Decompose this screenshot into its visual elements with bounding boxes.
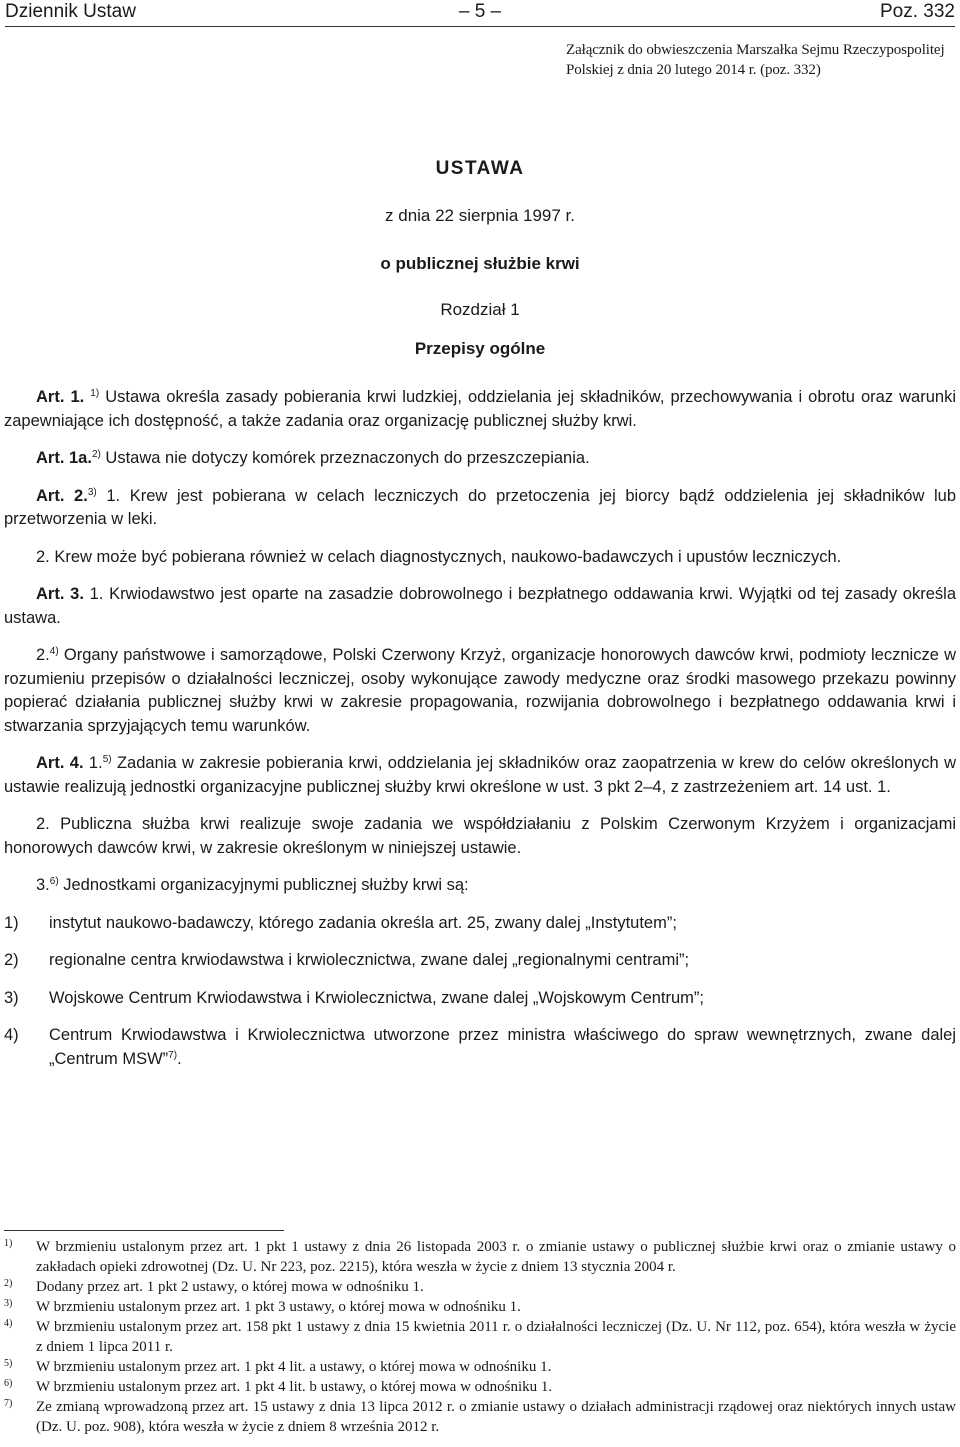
chapter-number: Rozdział 1 [440, 300, 520, 319]
list-item: 2) regionalne centra krwiodawstwa i krwiolecznictwa, zwane dalej „regionalnymi centrami”; [4, 951, 690, 969]
act-date: z dnia 22 sierpnia 1997 r. [385, 206, 575, 225]
journal-name: Dziennik Ustaw [5, 1, 136, 22]
act-body [4, 386, 956, 1085]
chapter-title: Przepisy ogólne [414, 339, 546, 358]
footnote-ref: 7) [168, 1049, 178, 1061]
footnote-ref: 3) [87, 486, 97, 498]
header-rule [5, 26, 955, 27]
annex-note: Załącznik do obwieszczenia Marszałka Sejmu Rzeczypospolitej Polskiej z dnia 20 lutego 2014 r. (poz. 332) [566, 42, 945, 78]
position-number: Poz. 332 [880, 1, 955, 22]
footnote: 3) W brzmieniu ustalonym przez art. 1 pkt 3 ustawy, o której mowa w odnośniku 1. [4, 1298, 521, 1315]
footnote: 5) W brzmieniu ustalonym przez art. 1 pkt 4 lit. a ustawy, o której mowa w odnośniku 1. [4, 1358, 552, 1375]
list-item: 1) instytut naukowo-badawczy, którego zadania określa art. 25, zwany dalej „Instytutem”; [4, 913, 677, 932]
act-subject: o publicznej służbie krwi [380, 254, 580, 273]
footnote-ref: 2) [91, 449, 101, 460]
article-4-paragraph-3: 3.$^{6)}$ Jednostkami organizacyjnymi publicznej służby krwi są: [36, 876, 469, 894]
article-2: Art. 2.$^{3)}$ 1. Krew jest pobierana w celach leczniczych do przetoczenia jej biorcy bądź oddzielenia jej składników lub przetworzenia w leki. [4, 486, 957, 528]
article-4: Art. 4. 1.$^{5)}$ Zadania w zakresie pobierania krwi, oddzielania jej składników oraz zaopatrzenia w krew do celów określonych w ustawie realizują jednostki organizacyjne publicznej służby krwi określone w ust. 3 pkt 2–4, z zastrzeżeniem art. 14 ust. 1. [4, 754, 956, 796]
list-item: 4) Centrum Krwiodawstwa i Krwiolecznictwa utworzone przez ministra właściwego do spraw wewnętrznych, zwane dalej „Centrum MSW”$^{7)}$. [4, 1026, 956, 1068]
page-header [5, 0, 955, 26]
article-3: Art. 3. 1. Krwiodawstwo jest oparte na zasadzie dobrowolnego i bezpłatnego oddawania krwi. Wyjątki od tej zasady określa ustawa. [4, 585, 956, 627]
footnote-ref: 1) [90, 388, 100, 399]
list-item: 3) Wojskowe Centrum Krwiodawstwa i Krwiolecznictwa, zwane dalej „Wojskowym Centrum”; [4, 988, 705, 1007]
footnote: 7) Ze zmianą wprowadzoną przez art. 15 ustawy z dnia 13 lipca 2012 r. o zmianie ustawy o działach administracji rządowej oraz niektórych innych ustaw (Dz. U. poz. 908), która weszła w życie z dniem 8 września 2012 r. [4, 1398, 956, 1435]
footnote-ref: 4) [49, 646, 59, 657]
footnote: 1) W brzmieniu ustalonym przez art. 1 pkt 1 ustawy z dnia 26 listopada 2003 r. o zmianie ustawy o publicznej służbie krwi oraz o zmianie ustawy o zakładach opieki zdrowotnej (Dz. U. Nr 223, poz. 2215), która weszła w życie z dniem 13 stycznia 2004 r. [4, 1238, 956, 1275]
footnote-ref: 5) [102, 754, 112, 765]
act-title: USTAWA [435, 158, 525, 179]
article-1: Art. 1. $^{1)}$ Ustawa określa zasady pobierania krwi ludzkiej, oddzielania jej składników, przechowywania i obrotu oraz warunki zapewniające ich dostępność, a także zadania oraz organizację publicznej służby krwi. [4, 388, 956, 430]
footnote: 4) W brzmieniu ustalonym przez art. 158 pkt 1 ustawy z dnia 15 kwietnia 2011 r. o działalności leczniczej (Dz. U. Nr 112, poz. 654), która weszła w życie z dniem 1 lipca 2011 r. [4, 1318, 956, 1355]
article-1a: Art. 1a.$^{2)}$ Ustawa nie dotyczy komórek przeznaczonych do przeszczepiania. [36, 449, 590, 467]
article-3-paragraph-2: 2.$^{4)}$ Organy państwowe i samorządowe, Polski Czerwony Krzyż, organizacje honorowych dawców krwi, podmioty lecznicze w rozumieniu przepisów o działalności leczniczej, osoby wykonujące zawody medyczne oraz środki masowego przekazu powinny popierać działania publicznej służby krwi w zakresie propagowania, rozwijania dobrowolnego i bezpłatnego oddawania krwi i stwarzania sprzyjających temu warunków. [4, 646, 956, 735]
footnote-ref: 6) [49, 876, 59, 887]
footnote: 6) W brzmieniu ustalonym przez art. 1 pkt 4 lit. b ustawy, o której mowa w odnośniku 1. [4, 1378, 553, 1395]
article-4-paragraph-2: 2. Publiczna służba krwi realizuje swoje zadania we współdziałaniu z Polskim Czerwonym Krzyżem i organizacjami honorowych dawców krwi, w zakresie określonym w niniejszej ustawie. [4, 815, 956, 857]
article-2-paragraph-2: 2. Krew może być pobierana również w celach diagnostycznych, naukowo-badawczych i upustów leczniczych. [36, 547, 842, 566]
footnotes [4, 1237, 956, 1437]
footnote: 2) Dodany przez art. 1 pkt 2 ustawy, o której mowa w odnośniku 1. [4, 1278, 424, 1295]
footnote-rule [4, 1230, 284, 1231]
page-number: – 5 – [458, 1, 502, 22]
